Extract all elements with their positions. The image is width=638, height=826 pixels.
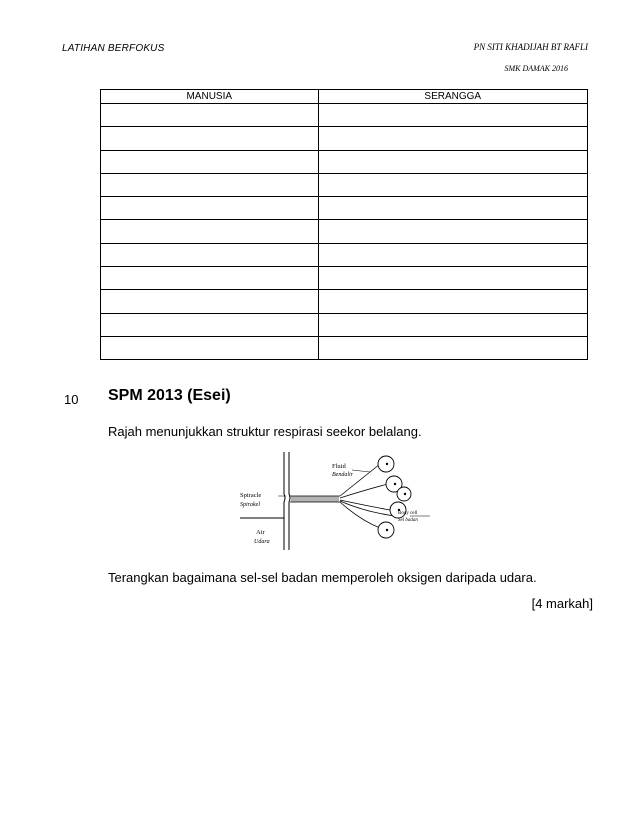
table-row [101, 220, 588, 243]
cell-serangga[interactable] [318, 267, 588, 290]
table-row [101, 267, 588, 290]
cell-manusia[interactable] [101, 220, 319, 243]
cell-serangga[interactable] [318, 336, 588, 359]
question-heading: SPM 2013 (Esei) [108, 387, 231, 404]
cell-serangga[interactable] [318, 290, 588, 313]
table-header-row [101, 90, 588, 104]
table-row [101, 290, 588, 313]
cell-manusia[interactable] [101, 197, 319, 220]
comparison-table [100, 89, 588, 360]
header-author: PN SITI KHADIJAH BT RAFLI [473, 42, 588, 52]
cell-serangga[interactable] [318, 150, 588, 173]
table-row [101, 336, 588, 359]
cell-manusia[interactable] [101, 313, 319, 336]
header-school: SMK DAMAK 2016 [504, 64, 568, 73]
table-row [101, 313, 588, 336]
cell-serangga[interactable] [318, 173, 588, 196]
cell-serangga[interactable] [318, 313, 588, 336]
question-number: 10 [64, 392, 79, 407]
cell-manusia[interactable] [101, 267, 319, 290]
table-row [101, 104, 588, 127]
label-body-cell: Body cell [398, 511, 418, 516]
label-fluid-ms: Bendalir [332, 472, 353, 478]
table-row [101, 150, 588, 173]
cell-manusia[interactable] [101, 173, 319, 196]
cell-manusia[interactable] [101, 290, 319, 313]
column-header-manusia: MANUSIA [101, 90, 319, 104]
label-air: Air [256, 529, 265, 536]
label-air-ms: Udara [254, 539, 270, 545]
column-header-serangga: SERANGGA [318, 90, 588, 104]
body-wall-inner [289, 452, 290, 550]
cell-serangga[interactable] [318, 197, 588, 220]
cell-manusia[interactable] [101, 127, 319, 150]
table-row [101, 197, 588, 220]
trachea-rings [292, 496, 338, 502]
question-task: Terangkan bagaimana sel-sel badan memperoleh oksigen daripada udara. [108, 570, 537, 585]
question-statement: Rajah menunjukkan struktur respirasi seekor belalang. [108, 424, 422, 439]
body-cells [378, 456, 411, 538]
body-wall [284, 452, 285, 550]
label-spiracle: Spiracle [240, 492, 262, 499]
cell-serangga[interactable] [318, 104, 588, 127]
marks-allocation: [4 markah] [531, 596, 593, 611]
cell-serangga[interactable] [318, 220, 588, 243]
cell-serangga[interactable] [318, 127, 588, 150]
cell-manusia[interactable] [101, 150, 319, 173]
label-spiracle-ms: Spirakel [240, 502, 260, 508]
header-left: LATIHAN BERFOKUS [62, 43, 165, 54]
cell-manusia[interactable] [101, 336, 319, 359]
label-fluid: Fluid [332, 463, 346, 470]
table-row [101, 173, 588, 196]
cell-serangga[interactable] [318, 243, 588, 266]
cell-manusia[interactable] [101, 243, 319, 266]
cell-manusia[interactable] [101, 104, 319, 127]
table-row [101, 243, 588, 266]
tracheal-system-diagram [230, 450, 430, 555]
label-body-cell-ms: Sel badan [398, 518, 418, 523]
table-row [101, 127, 588, 150]
